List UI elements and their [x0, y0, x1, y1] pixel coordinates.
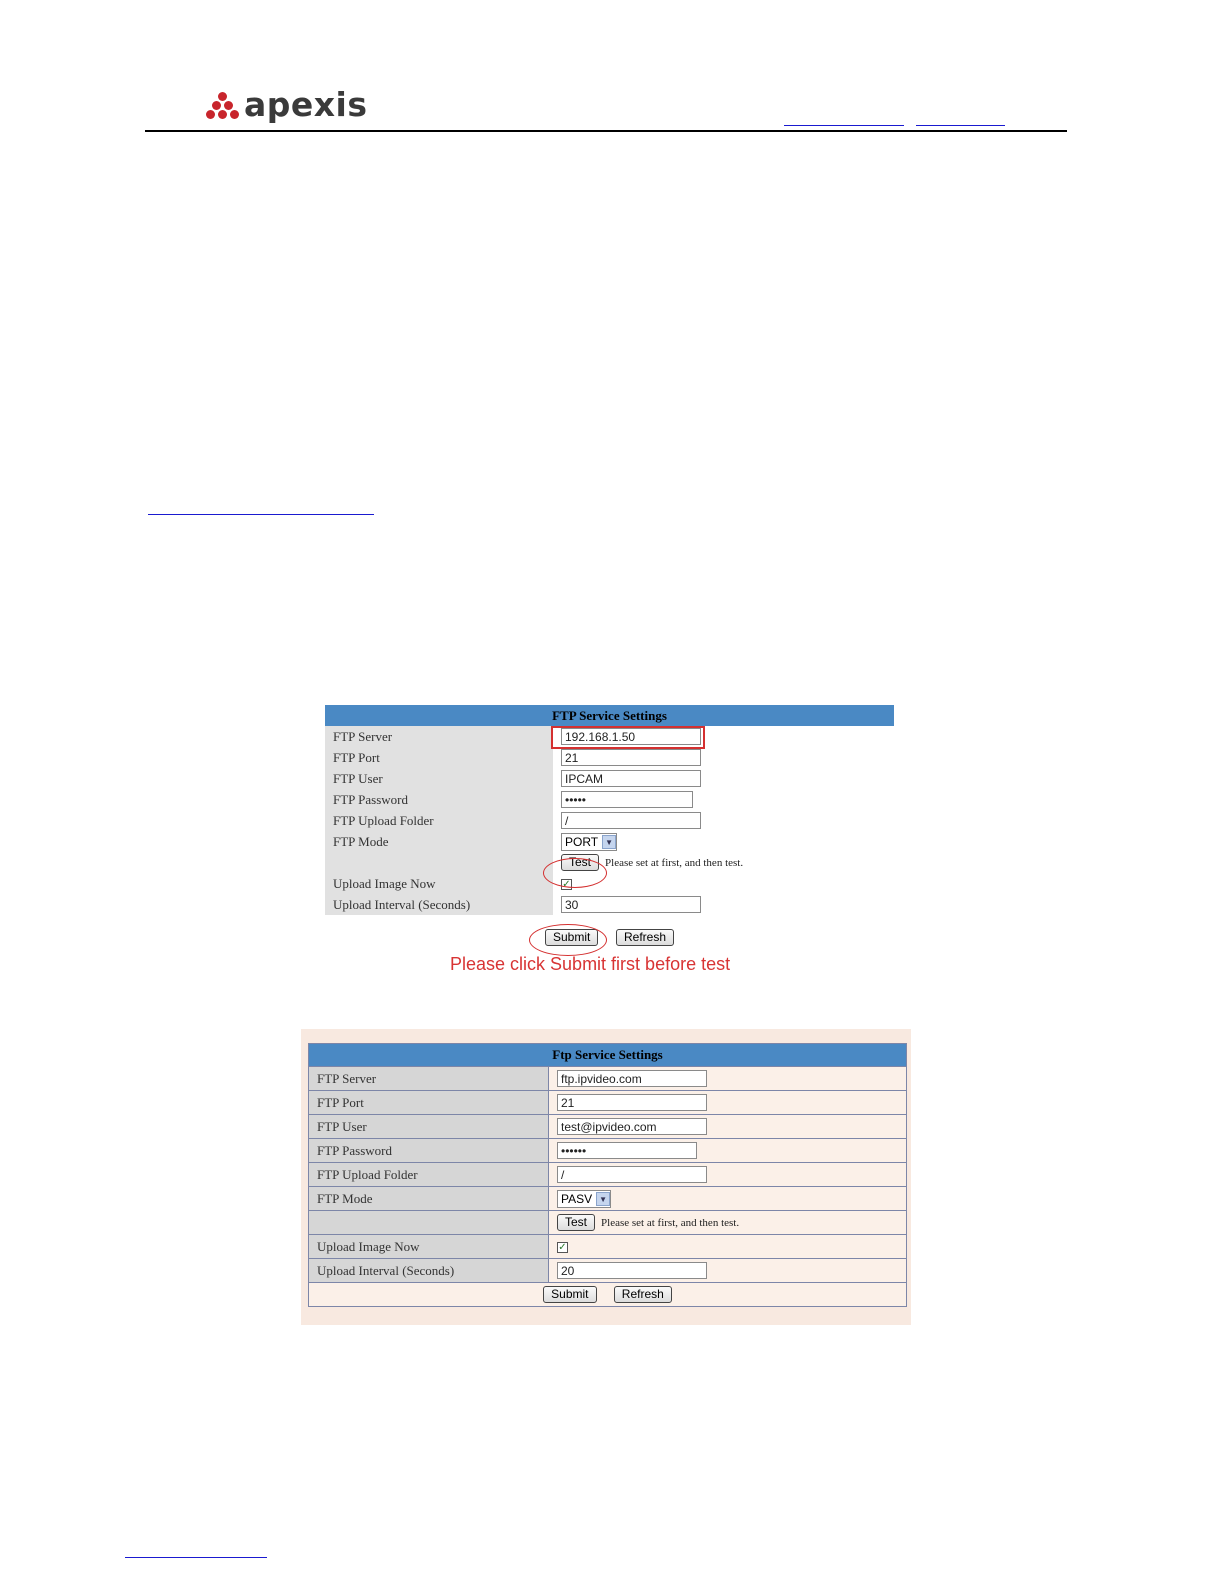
table-row [309, 1235, 907, 1259]
table-row [325, 747, 894, 768]
highlight-submit-circle [529, 924, 607, 956]
apexis-logo [206, 86, 368, 126]
ftp-port-input[interactable]: 21 [557, 1094, 707, 1111]
ftp-user-input[interactable]: test@ipvideo.com [557, 1118, 707, 1135]
table-row [309, 1163, 907, 1187]
table-row [309, 1187, 907, 1211]
table-row [309, 1139, 907, 1163]
table-row [325, 873, 894, 894]
header-link-underline[interactable] [784, 125, 904, 126]
table-row [309, 1091, 907, 1115]
table-row [325, 894, 894, 915]
empty-label [309, 1211, 549, 1235]
logo-text: apexis [244, 84, 368, 124]
highlight-test-circle [543, 858, 607, 891]
upload-interval-input[interactable]: 20 [557, 1262, 707, 1279]
ftp-server-label: FTP Server [325, 726, 553, 747]
ftp-mode-label: FTP Mode [325, 831, 553, 852]
ftp-user-label: FTP User [309, 1115, 549, 1139]
upload-interval-label: Upload Interval (Seconds) [309, 1259, 549, 1283]
ftp-server-input[interactable]: ftp.ipvideo.com [557, 1070, 707, 1087]
ftp-user-label: FTP User [325, 768, 553, 789]
upload-image-now-checkbox[interactable]: ✓ [558, 1242, 567, 1254]
ftp-password-input[interactable]: ••••• [561, 791, 693, 808]
ftp-user-input[interactable]: IPCAM [561, 770, 701, 787]
upload-image-now-label: Upload Image Now [325, 873, 553, 894]
ftp-port-label: FTP Port [325, 747, 553, 768]
chevron-down-icon: ▼ [596, 1192, 610, 1206]
table-row [309, 1283, 907, 1307]
ftp-mode-label: FTP Mode [309, 1187, 549, 1211]
annotation-text: Please click Submit first before test [450, 954, 731, 974]
upload-image-now-label: Upload Image Now [309, 1235, 549, 1259]
ftp-upload-folder-input[interactable]: / [561, 812, 701, 829]
ftp-upload-folder-input[interactable]: / [557, 1166, 707, 1183]
ftp-password-label: FTP Password [325, 789, 553, 810]
ftp-password-label: FTP Password [309, 1139, 549, 1163]
upload-image-now-checkbox[interactable]: ✓ [562, 879, 571, 891]
footer-link-underline[interactable] [125, 1557, 267, 1558]
table-row [309, 1211, 907, 1235]
test-button[interactable]: Test [557, 1214, 595, 1231]
upload-interval-label: Upload Interval (Seconds) [325, 894, 553, 915]
test-note: Please set at first, and then test. [605, 856, 744, 869]
ftp-settings-table-2 [308, 1043, 907, 1307]
table-row [325, 852, 894, 873]
submit-button[interactable]: Submit [545, 929, 598, 946]
ftp-upload-folder-label: FTP Upload Folder [309, 1163, 549, 1187]
chevron-down-icon: ▼ [602, 835, 616, 849]
form-actions [309, 1283, 907, 1307]
ftp-password-input[interactable]: •••••• [557, 1142, 697, 1159]
table-title: Ftp Service Settings [309, 1044, 907, 1067]
upload-interval-input[interactable]: 30 [561, 896, 701, 913]
logo-dots-icon [206, 90, 240, 122]
table-row [325, 789, 894, 810]
table-row [325, 831, 894, 852]
ftp-port-label: FTP Port [309, 1091, 549, 1115]
table-row [309, 1115, 907, 1139]
table-row [325, 810, 894, 831]
table-row [309, 1067, 907, 1091]
refresh-button[interactable]: Refresh [614, 1286, 672, 1303]
ftp-mode-value: PORT [565, 834, 599, 849]
ftp-mode-select[interactable] [557, 1190, 611, 1208]
table-title: FTP Service Settings [325, 705, 894, 726]
test-note: Please set at first, and then test. [601, 1216, 740, 1229]
submit-button[interactable]: Submit [543, 1286, 596, 1303]
header-divider [145, 130, 1067, 132]
form-actions [325, 926, 894, 948]
test-button[interactable]: Test [561, 854, 599, 871]
ftp-server-input[interactable]: 192.168.1.50 [561, 728, 701, 745]
ftp-mode-value: PASV [561, 1191, 593, 1206]
ftp-server-label: FTP Server [309, 1067, 549, 1091]
body-link-underline[interactable] [148, 514, 374, 515]
highlight-server-box [551, 726, 705, 749]
refresh-button[interactable]: Refresh [616, 929, 674, 946]
ftp-port-input[interactable]: 21 [561, 749, 701, 766]
header-link-underline[interactable] [916, 125, 1005, 126]
ftp-upload-folder-label: FTP Upload Folder [325, 810, 553, 831]
ftp-mode-select[interactable] [561, 833, 617, 851]
table-row [309, 1259, 907, 1283]
table-row [325, 768, 894, 789]
empty-label [325, 852, 553, 873]
